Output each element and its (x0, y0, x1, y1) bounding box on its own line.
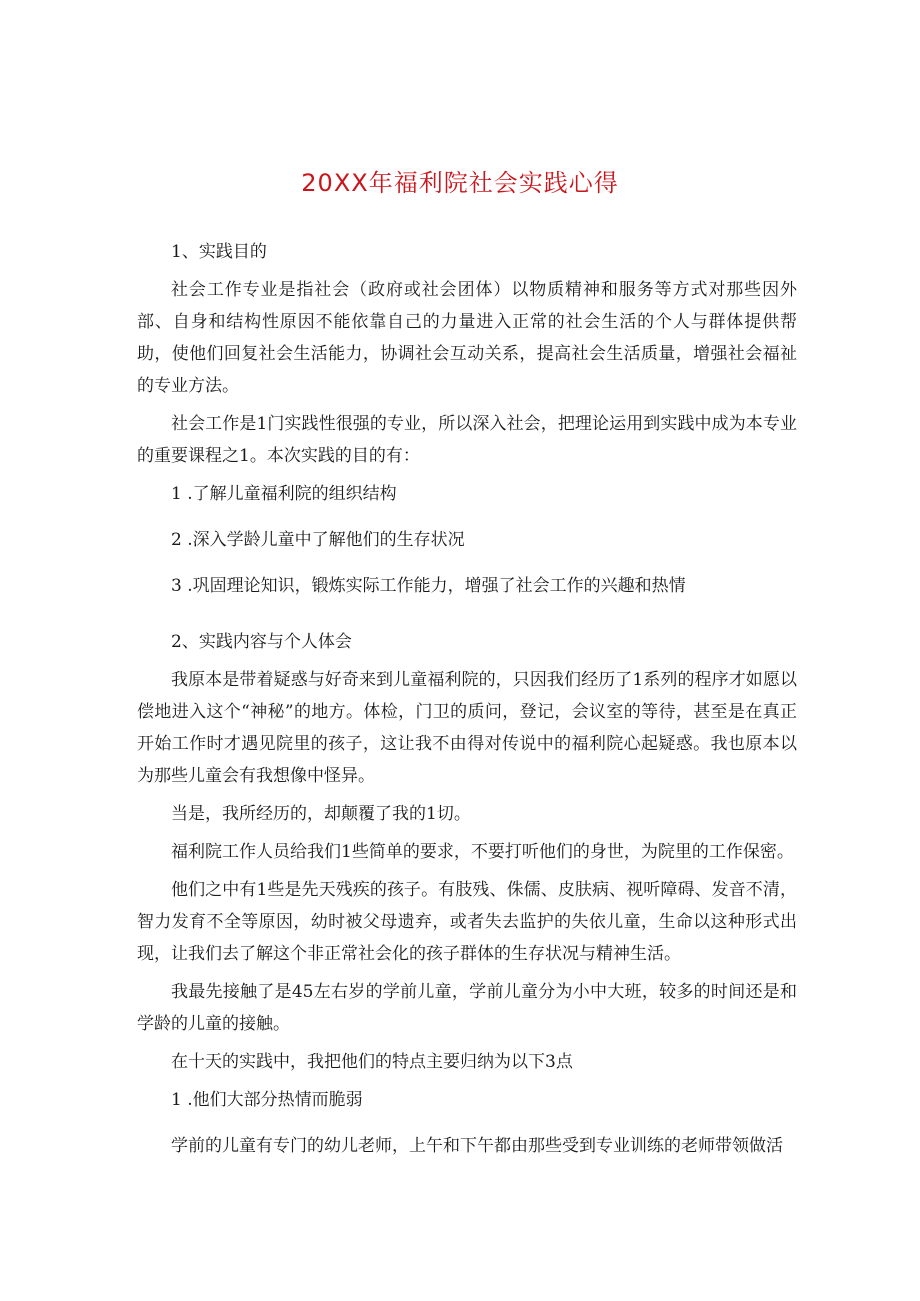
list-item: 1 .了解儿童福利院的组织结构 (171, 484, 397, 504)
paragraph: 学前的儿童有专门的幼儿老师，上午和下午都由那些受到专业训练的老师带领做活 (171, 1136, 783, 1156)
paragraph: 社会工作是1门实践性很强的专业，所以深入社会，把理论运用到实践中成为本专业的重要课程之1。本次实践的目的有： (137, 414, 797, 466)
paragraph: 他们之中有1些是先天残疾的孩子。有肢残、侏儒、皮肤病、视听障碍、发音不清，智力发育不全等原因，幼时被父母遗弃，或者失去监护的失依儿童，生命以这种形式出现，让我们去了解这个非正常社会化的孩子群体的生存状况与精神生活。 (137, 880, 797, 964)
document-title: 20XX年福利院社会实践心得 (301, 169, 619, 197)
paragraph: 当是，我所经历的，却颠覆了我的1切。 (171, 804, 471, 824)
list-item: 2 .深入学龄儿童中了解他们的生存状况 (171, 530, 465, 550)
paragraph: 社会工作专业是指社会（政府或社会团体）以物质精神和服务等方式对那些因外部、自身和结构性原因不能依靠自己的力量进入正常的社会生活的个人与群体提供帮助，使他们回复社会生活能力，协调社会互动关系，提高社会生活质量，增强社会福祉的专业方法。 (137, 280, 797, 396)
paragraph: 我最先接触了是45左右岁的学前儿童，学前儿童分为小中大班，较多的时间还是和学龄的儿童的接触。 (137, 982, 797, 1034)
paragraph: 在十天的实践中，我把他们的特点主要归纳为以下3点 (171, 1052, 573, 1072)
list-item: 1 .他们大部分热情而脆弱 (171, 1090, 363, 1110)
section-heading: 1、实践目的 (171, 242, 267, 262)
list-item: 3 .巩固理论知识，锻炼实际工作能力，增强了社会工作的兴趣和热情 (171, 576, 686, 596)
section-heading: 2、实践内容与个人体会 (171, 632, 352, 652)
paragraph: 我原本是带着疑惑与好奇来到儿童福利院的，只因我们经历了1系列的程序才如愿以偿地进入这个“神秘”的地方。体检，门卫的质问，登记，会议室的等待，甚至是在真正开始工作时才遇见院里的孩子，这让我不由得对传说中的福利院心起疑惑。我也原本以为那些儿童会有我想像中怪异。 (137, 670, 797, 786)
document-body (137, 236, 797, 1168)
paragraph: 福利院工作人员给我们1些简单的要求，不要打听他们的身世，为院里的工作保密。 (171, 842, 794, 862)
